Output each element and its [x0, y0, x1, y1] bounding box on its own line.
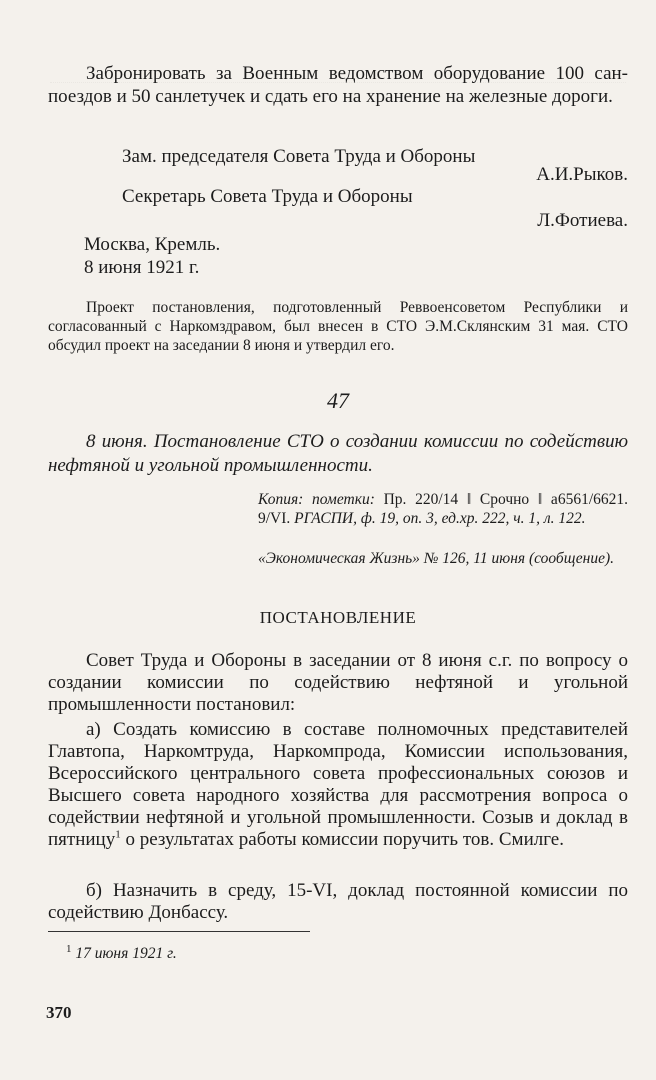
- signing-place: Москва, Кремль.: [84, 234, 221, 255]
- resolution-item-a: [48, 719, 628, 851]
- deputy-chairman-title: Зам. председателя Совета Труда и Обороны: [122, 146, 476, 167]
- resolution-item-b: б) Назначить в среду, 15-VI, доклад постоянной комиссии по содействию Донбассу.: [48, 880, 628, 923]
- archive-source: [258, 490, 628, 528]
- footnote-mark: 1: [66, 942, 72, 955]
- resolution-intro: Совет Труда и Обороны в заседании от 8 июня с.г. по вопросу о создании комиссии по содействию нефтяной и угольной промышленности постановил:: [48, 650, 628, 715]
- item-a-text: а) Создать комиссию в составе полномочных представителей Главтопа, Наркомтруда, Наркомпрода, Комиссии использования, Всероссийского центрального совета профессиональных союзов и Высшего совета народного хозяйства для рассмотрения вопроса о содействии нефтяной и угольной промышленности. Созыв и доклад в пятницу: [48, 719, 628, 850]
- source-marks: Пр. 220/14 ‖ Срочно ‖ а6561/6621. 9/VI.: [258, 491, 628, 527]
- decree-end-paragraph: Забронировать за Военным ведомством оборудование 100 сан-поездов и 50 санлетучек и сдать его на хранение на железные дороги.: [48, 63, 628, 107]
- publication-source: «Экономическая Жизнь» № 126, 11 июня (сообщение).: [258, 550, 615, 567]
- footnote-ref: 1: [115, 828, 121, 841]
- source-copy-label: Копия: пометки:: [258, 491, 375, 508]
- deputy-chairman-name: А.И.Рыков.: [536, 164, 628, 185]
- page-number: 370: [46, 1003, 72, 1022]
- item-a-text-continued: о результатах работы комиссии поручить тов. Смилге.: [120, 829, 564, 850]
- footnote-text: 17 июня 1921 г.: [75, 945, 177, 962]
- resolution-heading: ПОСТАНОВЛЕНИЕ: [259, 608, 417, 627]
- document-title: 8 июня. Постановление СТО о создании комиссии по содействию нефтяной и угольной промышленности.: [48, 431, 628, 476]
- footnote: [66, 944, 177, 963]
- document-number: 47: [327, 388, 349, 413]
- signing-date: 8 июня 1921 г.: [84, 257, 200, 278]
- footnote-divider: [48, 931, 310, 932]
- secretary-name: Л.Фотиева.: [537, 210, 628, 231]
- secretary-title: Секретарь Совета Труда и Обороны: [122, 186, 413, 207]
- source-archive-ref: РГАСПИ, ф. 19, оп. 3, ед.хр. 222, ч. 1, л. 122.: [294, 510, 586, 527]
- editorial-note: Проект постановления, подготовленный Реввоенсоветом Республики и согласованный с Наркомздравом, был внесен в СТО Э.М.Склянским 31 мая. СТО обсудил проект на заседании 8 июня и утвердил его.: [48, 299, 628, 354]
